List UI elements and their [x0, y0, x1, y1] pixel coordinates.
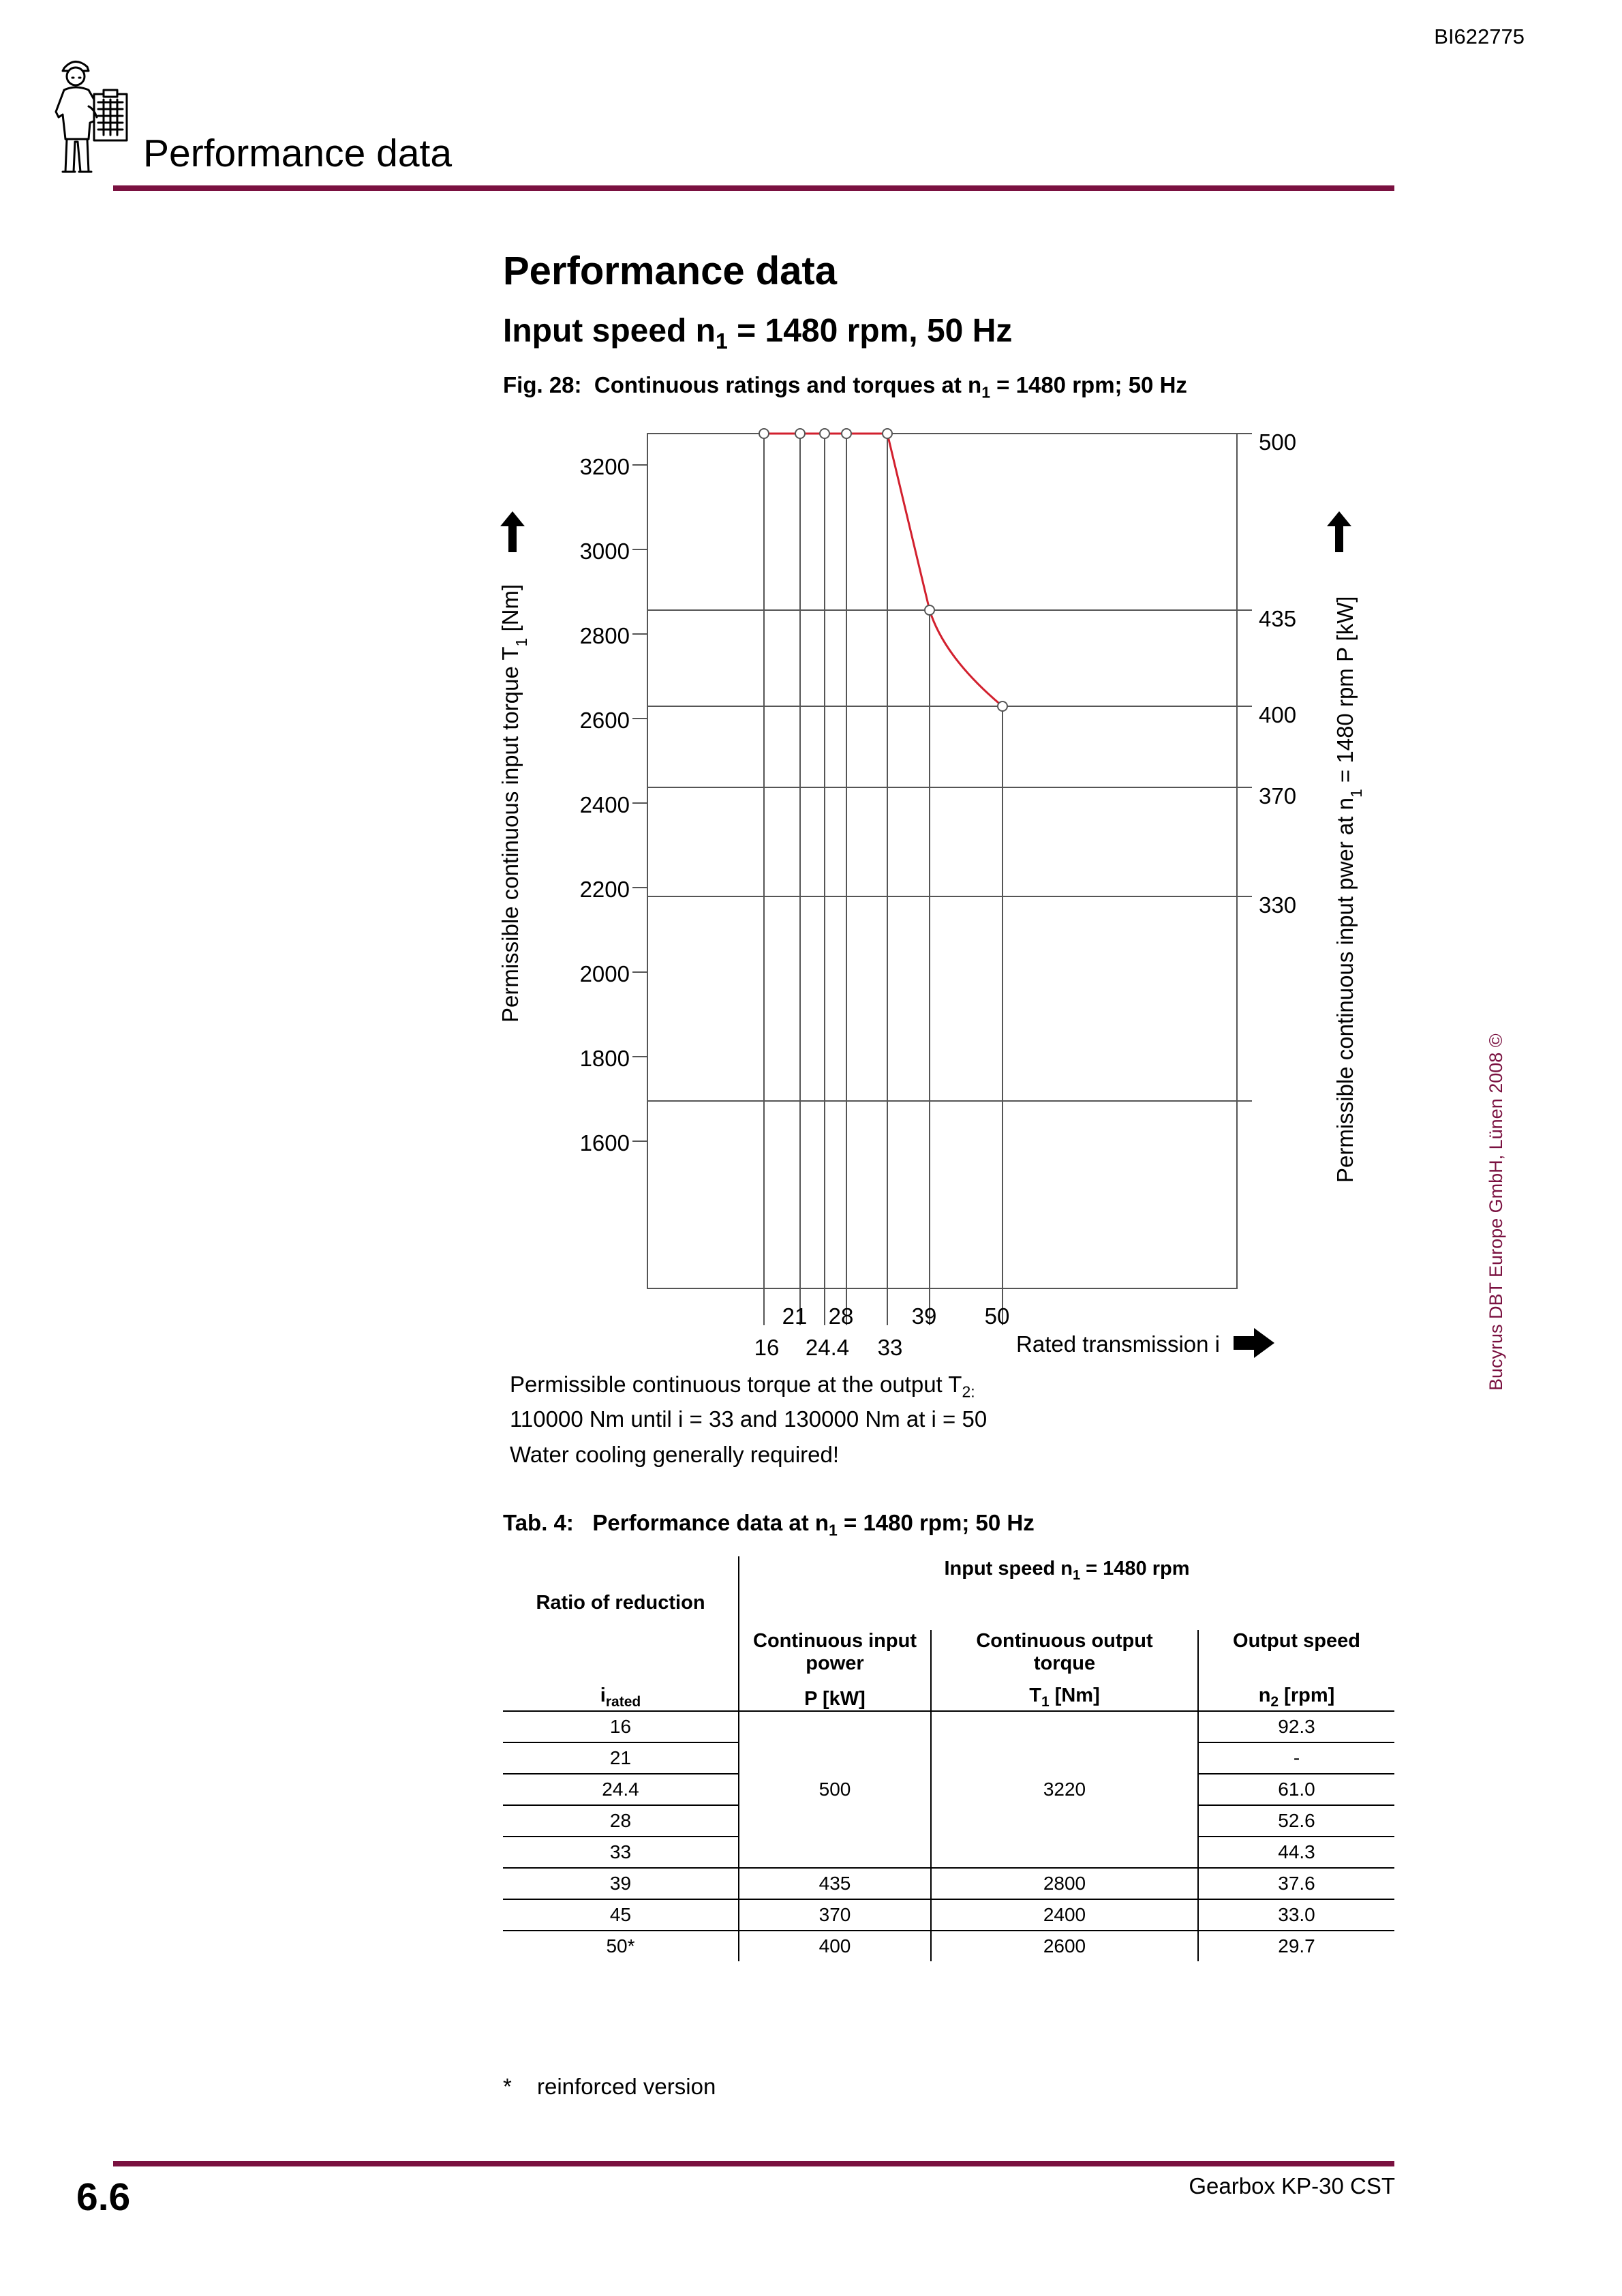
speed-cell: 37.6 [1198, 1868, 1394, 1899]
data-point-marker [925, 605, 934, 615]
right-arrow-icon [1234, 1328, 1274, 1358]
section-title: Performance data [503, 249, 837, 293]
performance-chart [477, 409, 1365, 1363]
y-right-tick-label: 400 [1259, 702, 1297, 727]
power-cell: 400 [739, 1931, 931, 1961]
ratio-cell: 39 [503, 1868, 739, 1899]
data-point-marker [998, 701, 1007, 711]
footnote-text: reinforced version [537, 2074, 716, 2099]
x-tick-label: 50 [984, 1303, 1010, 1329]
ratio-header: Ratio of reduction [503, 1556, 739, 1630]
y-right-tick-label: 500 [1259, 429, 1297, 455]
table-row [503, 1931, 1394, 1961]
speed-cell: 52.6 [1198, 1805, 1394, 1837]
performance-table [503, 1556, 1394, 1961]
x-tick-label: 21 [782, 1303, 808, 1329]
ratio-cell: 50* [503, 1931, 739, 1961]
speed-cell: 33.0 [1198, 1899, 1394, 1931]
data-point-marker [820, 429, 829, 438]
y-left-tick-label: 1600 [579, 1130, 630, 1155]
table-caption: Tab. 4: Performance data at $n_1 = 1480$ rpm; 50 Hz [503, 1510, 1035, 1539]
worker-with-clipboard-icon [49, 52, 138, 181]
up-arrow-icon [1327, 511, 1351, 552]
x-tick-label: 33 [877, 1335, 903, 1360]
torque-cell-merged: 3220 [931, 1711, 1198, 1868]
y-left-tick-label: 2800 [579, 623, 630, 648]
y-left-axis-title: Permissible continuous input torque $T_1$ [Nm] [498, 584, 530, 1023]
y-right-tick-label: 330 [1259, 892, 1297, 918]
note-water-cooling: Water cooling generally required! [510, 1442, 840, 1467]
power-unit: P [kW] [739, 1679, 931, 1711]
table-row [503, 1899, 1394, 1931]
speed-cell: - [1198, 1742, 1394, 1774]
up-arrow-icon [500, 511, 525, 552]
speed-cell: 61.0 [1198, 1774, 1394, 1805]
ratio-cell: 24.4 [503, 1774, 739, 1805]
y-left-tick-label: 3200 [579, 454, 630, 479]
plot-frame [647, 434, 1237, 1288]
table-row [503, 1711, 1394, 1742]
data-point-marker [795, 429, 805, 438]
y-left-tick-label: 1800 [579, 1046, 630, 1071]
y-left-tick-label: 2200 [579, 877, 630, 902]
torque-cell: 2600 [931, 1931, 1198, 1961]
power-cell: 370 [739, 1899, 931, 1931]
header-title: Performance data [143, 132, 453, 175]
footer-rule [113, 2161, 1394, 2166]
speed-cell: 29.7 [1278, 1935, 1315, 1957]
speed-cell: 44.3 [1198, 1837, 1394, 1868]
y-left-tick-label: 2000 [579, 961, 630, 986]
footnote-marker: * [503, 2074, 512, 2099]
y-left-tick-label: 3000 [579, 539, 630, 564]
ratio-spacer [503, 1630, 739, 1679]
speed-header: Output speed [1233, 1630, 1360, 1652]
note-torque-values: 110000 Nm until i = 33 and 130000 Nm at i = 50 [510, 1406, 988, 1432]
y-right-tick-label: 370 [1259, 783, 1297, 809]
x-tick-label: 24.4 [805, 1335, 850, 1360]
speed-cell: 92.3 [1198, 1711, 1394, 1742]
torque-header: Continuous output torque [931, 1630, 1198, 1679]
ratio-cell: 16 [503, 1711, 739, 1742]
ratio-cell: 28 [503, 1805, 739, 1837]
y-left-tick-label: 2600 [579, 708, 630, 733]
y-right-axis-title: Permissible continuous input pwer at $n_1 = 1480$ rpm P [kW] [1332, 596, 1365, 1183]
torque-cell: 2400 [931, 1899, 1198, 1931]
document-id: BI622775 [1434, 25, 1525, 48]
torque-unit: $T_1$ [Nm] [931, 1679, 1198, 1711]
x-tick-label: 39 [911, 1303, 937, 1329]
data-point-marker [842, 429, 851, 438]
power-cell: 435 [739, 1868, 931, 1899]
speed-unit: $n_2$ [rpm] [1198, 1679, 1394, 1711]
y-left-tick-label: 2400 [579, 792, 630, 817]
page-number: 6.6 [76, 2175, 131, 2219]
ratio-cell: 21 [503, 1742, 739, 1774]
x-tick-label: 28 [828, 1303, 854, 1329]
section-subtitle: Input speed $n_1 = 1480$ rpm, 50 Hz [503, 313, 1013, 354]
power-header: Continuous input power [739, 1630, 931, 1679]
ratio-cell: 33 [503, 1837, 739, 1868]
x-axis-title: Rated transmission i [1016, 1331, 1220, 1357]
data-point-marker [883, 429, 892, 438]
table-row [503, 1868, 1394, 1899]
input-speed-header: Input speed $n_1 = 1480$ rpm [944, 1558, 1190, 1583]
x-tick-label: 16 [754, 1335, 780, 1360]
ratio-cell: 45 [503, 1899, 739, 1931]
power-cell-merged: 500 [739, 1711, 931, 1868]
y-right-tick-label: 435 [1259, 606, 1297, 631]
torque-cell: 2800 [931, 1868, 1198, 1899]
header-rule [113, 185, 1394, 191]
footer-document-title: Gearbox KP-30 CST [1189, 2173, 1395, 2199]
data-point-marker [759, 429, 769, 438]
ratio-unit: $i_{rated}$ [503, 1679, 739, 1711]
figure-caption: Fig. 28: Continuous ratings and torques at $n_1 = 1480$ rpm; 50 Hz [503, 372, 1187, 402]
note-output-torque: Permissible continuous torque at the output $T_{2:}$ [510, 1372, 975, 1401]
